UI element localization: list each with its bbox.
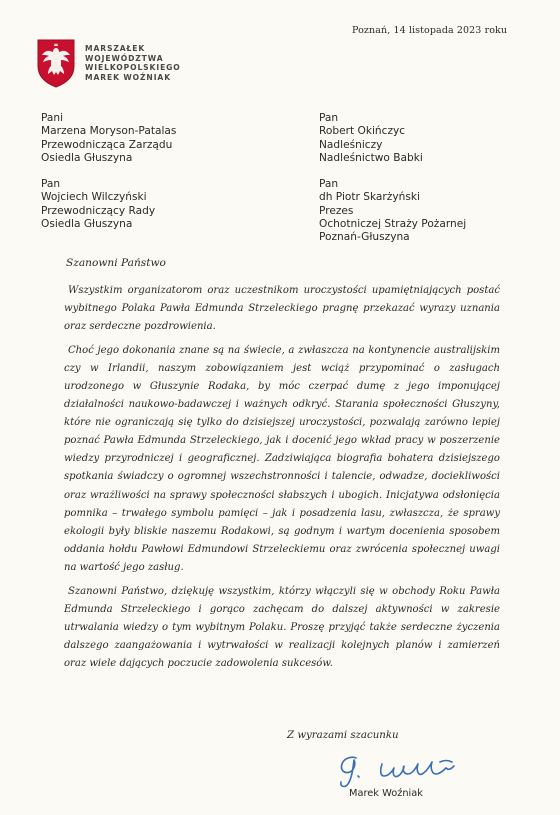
addressee-line: Nadleśniczy [319,138,383,151]
organization-name [85,44,181,82]
body-paragraph: Szanowni Państwo, dziękuję wszystkim, którzy włączyli się w obchody Roku Pawła Edmunda Strzeleckiego i gorąco zachęcam do dalszej aktywności w zakresie utrwalania wiedzy o tym wybitnym Polaku. Proszę przyjąć także serdeczne życzenia dalszego zaangażowania i wytrwałości w realizacji kolejnych planów i zamierzeń oraz wiele dających poczucie zadowolenia sukcesów. [64,585,500,669]
addressee-line: Nadleśnictwo Babki [319,151,423,164]
letter-body [64,282,500,678]
addressee-line: Poznań-Głuszyna [319,231,410,244]
addressee-line: Osiedla Głuszyna [41,151,133,164]
org-line: MARSZAŁEK [85,44,146,53]
date-line: Poznań, 14 listopada 2023 roku [352,25,508,36]
salutation: Szanowni Państwo [66,257,166,269]
addressee-line: Pan [41,178,61,190]
addressee-block [41,112,176,165]
body-paragraph: Choć jego dokonania znane są na świecie, a zwłaszcza na kontynencie australijskim czy w Irlandii, naszym zobowiązaniem jest wciąż przypominać o zasługach urodzonego w Głuszynie Rodaka, by móc czerpać dumę z jego imponującej działalności naukowo-badawczej i ważnych odkryć. Starania społeczności Głuszyny, które nie ograniczają się tylko do dzisiejszej uroczystości, pozwalają zarówno lepiej poznać Pawła Edmunda Strzeleckiego, jak i docenić jego wkład pracy w poszerzenie wiedzy przyrodniczej i geograficznej. Zadziwiająca biografia bohatera dzisiejszego spotkania świadczy o ogromnej wszechstronności i talencie, odwadze, dociekliwości oraz wrażliwości na sprawy społeczności słabszych i ubogich. Inicjatywa odsłonięcia pomnika – trwałego symbolu pamięci – jak i posadzenia lasu, zwłaszcza, że sprawy ekologii były bliskie naszemu Rodakowi, są godnym i wartym docenienia sposobem oddania hołdu Pawłowi Edmundowi Strzeleckiemu oraz zwrócenia społecznej uwagi na wartość jego zasług. [64,344,500,573]
addressee-line: Prezes [319,204,354,217]
body-paragraph: Wszystkim organizatorom oraz uczestnikom uroczystości upamiętniających postać wybitnego Polaka Pawła Edmunda Strzeleckiego pragnę przekazać wyrazy uznania oraz serdeczne pozdrowienia. [64,285,500,333]
addressee-line: Pani [41,112,64,124]
org-line: WOJEWÓDZTWA [85,53,164,63]
addressee-block [41,178,155,231]
addressee-block [319,112,423,165]
addressee-line: Pan [319,112,339,124]
addressee-line: Marzena Moryson-Patalas [41,125,177,138]
addressee-line: dh Piotr Skarżyński [319,191,420,204]
addressee-line: Pan [319,178,339,190]
addressee-line: Przewodnicząca Zarządu [41,138,173,151]
addressee-line: Przewodniczący Rady [41,204,156,217]
letterhead [36,38,181,88]
addressee-line: Osiedla Głuszyna [41,217,133,230]
addressee-block [319,178,466,244]
org-line: WIELKOPOLSKIEGO [85,63,181,73]
addressee-line: Robert Okińczyc [319,125,406,138]
org-line: MAREK WOŹNIAK [85,72,171,82]
signer-name: Marek Woźniak [349,788,423,799]
addressee-line: Ochotniczej Straży Pożarnej [319,217,467,230]
eagle-coat-of-arms-icon [36,38,76,88]
addressee-line: Wojciech Wilczyński [41,191,147,204]
closing-phrase: Z wyrazami szacunku [287,730,399,741]
